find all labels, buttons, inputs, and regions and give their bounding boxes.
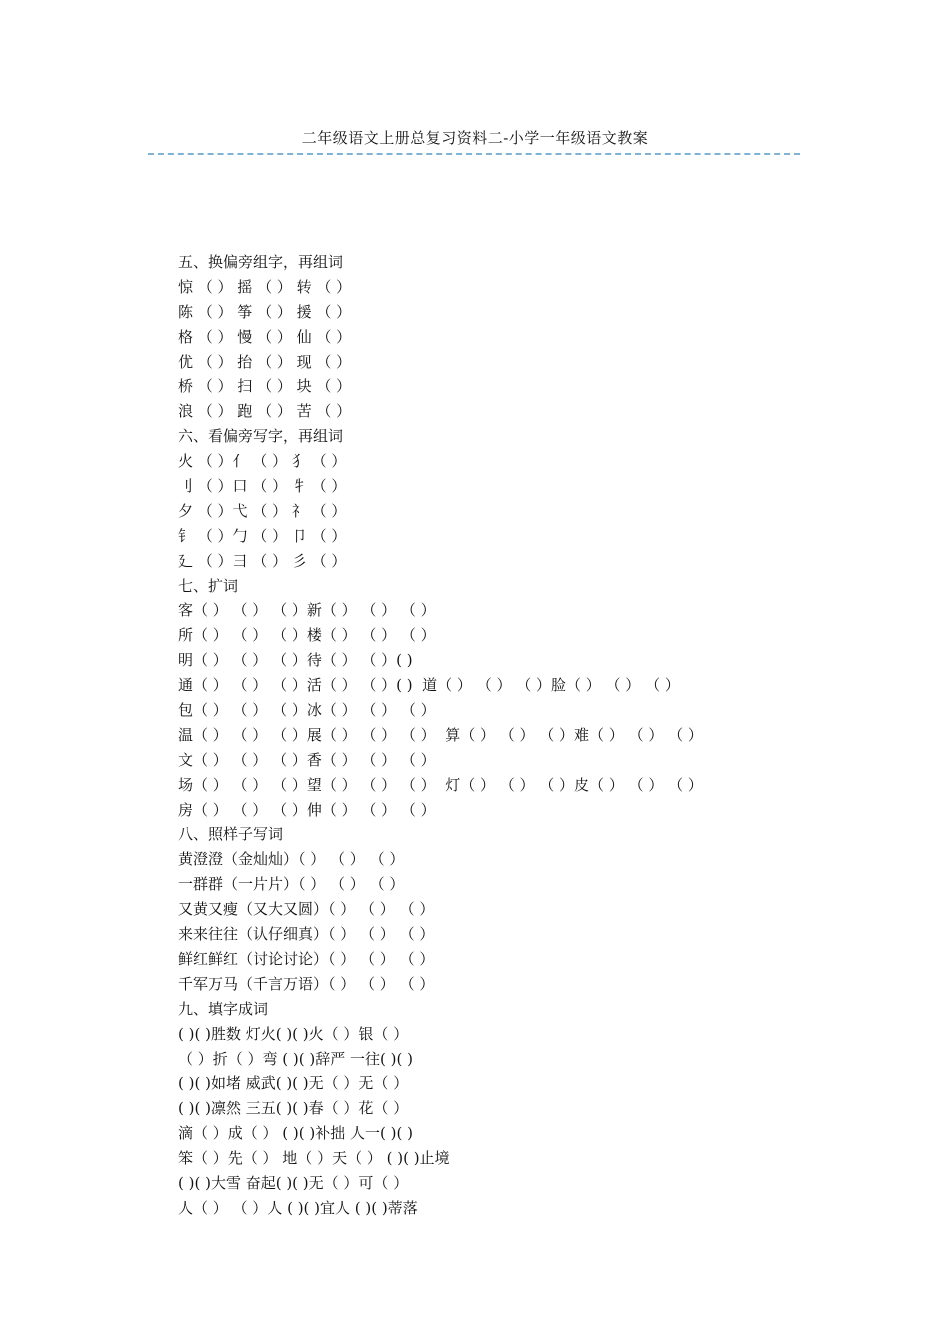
exercise-line: ( )( )大雪 奋起( )( )无（ ）可（ ） — [178, 1173, 409, 1192]
exercise-line: 夕 （ ）弋 （ ） 礻 （ ） — [178, 501, 347, 520]
exercise-line: 浪 （ ） 跑 （ ） 苦 （ ） — [178, 402, 352, 421]
exercise-line: 场（ ） （ ） （ ）望（ ） （ ） （ ） 灯（ ） （ ） （ ）皮（ ） （ ） （ ） — [178, 775, 703, 794]
exercise-line: 来来往往（认仔细真）（ ） （ ） （ ） — [178, 925, 435, 944]
exercise-line: （ ）折（ ）弯 ( )( )辞严 一往( )( ) — [178, 1049, 413, 1068]
exercise-line: ( )( )胜数 灯火( )( )火（ ）银（ ） — [178, 1024, 409, 1043]
exercise-line: 明（ ） （ ） （ ）待（ ） （ ）( ) — [178, 651, 413, 670]
exercise-line: ( )( )凛然 三五( )( )春（ ）花（ ） — [178, 1099, 409, 1118]
section-heading-6: 六、看偏旁写字，再组词 — [178, 427, 344, 446]
exercise-line: 客（ ） （ ） （ ）新（ ） （ ） （ ） — [178, 601, 436, 620]
section-heading-5: 五、换偏旁组字，再组词 — [178, 253, 344, 271]
exercise-line: 惊 （ ） 摇 （ ） 转 （ ） — [178, 277, 352, 296]
section-heading-8: 八、照样子写词 — [178, 825, 284, 844]
exercise-line: 温（ ） （ ） （ ）展（ ） （ ） （ ） 算（ ） （ ） （ ）难（ ） （ ） （ ） — [178, 725, 703, 744]
exercise-line: 刂 （ ）口 （ ） 牜 （ ） — [178, 477, 347, 496]
exercise-line: 火 （ ）亻 （ ） 犭 （ ） — [178, 452, 347, 471]
exercise-line: 人（ ） （ ）人 ( )( )宜人 ( )( )蒂落 — [178, 1198, 418, 1217]
exercise-line: 又黄又瘦（又大又圆）（ ） （ ） （ ） — [178, 900, 435, 919]
exercise-line: 房（ ） （ ） （ ）伸（ ） （ ） （ ） — [178, 800, 436, 819]
exercise-line: ( )( )如堵 威武( )( )无（ ）无（ ） — [178, 1074, 409, 1093]
exercise-line: 一群群（一片片）（ ） （ ） （ ） — [178, 875, 405, 894]
exercise-line: 廴 （ ）彐 （ ） 彡 （ ） — [178, 551, 347, 570]
worksheet-body — [178, 250, 878, 1221]
exercise-line: 陈 （ ） 筝 （ ） 援 （ ） — [178, 302, 352, 321]
exercise-line: 滴（ ）成（ ） ( )( )补拙 人一( )( ) — [178, 1124, 413, 1143]
exercise-line: 通（ ） （ ） （ ）活（ ） （ ）( ) 道（ ） （ ） （ ）脸（ ） （ ） （ ） — [178, 676, 680, 695]
exercise-line: 文（ ） （ ） （ ）香（ ） （ ） （ ） — [178, 750, 436, 769]
exercise-line: 包（ ） （ ） （ ）冰（ ） （ ） （ ） — [178, 701, 436, 720]
title-dashed-divider — [148, 153, 800, 155]
section-heading-9: 九、填字成词 — [178, 999, 269, 1018]
exercise-line: 格 （ ） 慢 （ ） 仙 （ ） — [178, 327, 352, 346]
exercise-line: 桥 （ ） 扫 （ ） 块 （ ） — [178, 377, 352, 396]
document-title: 二年级语文上册总复习资料二-小学一年级语文教案 — [301, 129, 649, 147]
exercise-line: 鲜红鲜红（讨论讨论）（ ） （ ） （ ） — [178, 949, 435, 968]
section-heading-7: 七、扩词 — [178, 576, 239, 595]
exercise-line: 千军万马（千言万语）（ ） （ ） （ ） — [178, 974, 435, 993]
exercise-line: 黄澄澄（金灿灿）（ ） （ ） （ ） — [178, 850, 405, 869]
exercise-line: 优 （ ） 抬 （ ） 现 （ ） — [178, 352, 352, 371]
exercise-line: 钅 （ ）勹 （ ） 卩 （ ） — [178, 526, 347, 545]
exercise-line: 笨（ ）先（ ） 地（ ）天（ ） ( )( )止境 — [178, 1149, 450, 1168]
exercise-line: 所（ ） （ ） （ ）楼（ ） （ ） （ ） — [178, 626, 436, 645]
